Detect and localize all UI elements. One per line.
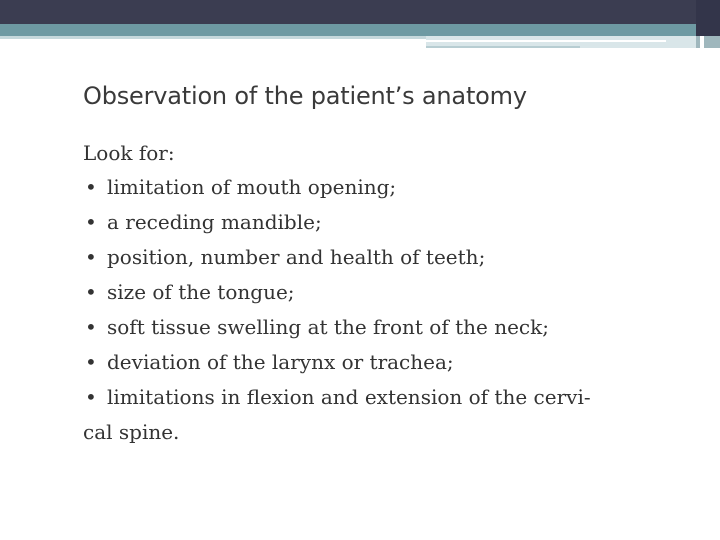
list-item-text: size of the tongue; bbox=[107, 280, 295, 304]
list-item bbox=[83, 205, 663, 240]
list-item-text: limitations in flexion and extension of the cervi- bbox=[107, 385, 591, 409]
list-item-continuation: cal spine. bbox=[83, 420, 180, 444]
list-item-text: position, number and health of teeth; bbox=[107, 245, 486, 269]
list-item bbox=[83, 310, 663, 345]
header-bar bbox=[0, 0, 720, 24]
header-highlight-line bbox=[426, 40, 666, 42]
slide-body bbox=[83, 136, 663, 450]
list-item bbox=[83, 345, 663, 380]
bullet-icon: • bbox=[85, 315, 97, 339]
list-item-text: limitation of mouth opening; bbox=[107, 175, 397, 199]
list-item bbox=[83, 240, 663, 275]
list-item bbox=[83, 170, 663, 205]
list-item-text: a receding mandible; bbox=[107, 210, 322, 234]
list-item-text: soft tissue swelling at the front of the neck; bbox=[107, 315, 549, 339]
lead-text: Look for: bbox=[83, 141, 175, 165]
bullet-icon: • bbox=[85, 350, 97, 374]
header-light-stripe bbox=[0, 36, 426, 39]
header-divider bbox=[700, 36, 704, 48]
bullet-icon: • bbox=[85, 210, 97, 234]
list-item-text: deviation of the larynx or trachea; bbox=[107, 350, 454, 374]
bullet-icon: • bbox=[85, 280, 97, 304]
bullet-icon: • bbox=[85, 175, 97, 199]
list-item bbox=[83, 275, 663, 310]
bullet-icon: • bbox=[85, 385, 97, 409]
header-underline bbox=[426, 46, 580, 48]
header-corner-block bbox=[696, 0, 720, 36]
slide-title: Observation of the patient’s anatomy bbox=[83, 82, 527, 110]
bullet-icon: • bbox=[85, 245, 97, 269]
header-accent-stripe bbox=[0, 24, 696, 36]
list-item bbox=[83, 380, 663, 415]
bullet-list bbox=[83, 170, 663, 415]
